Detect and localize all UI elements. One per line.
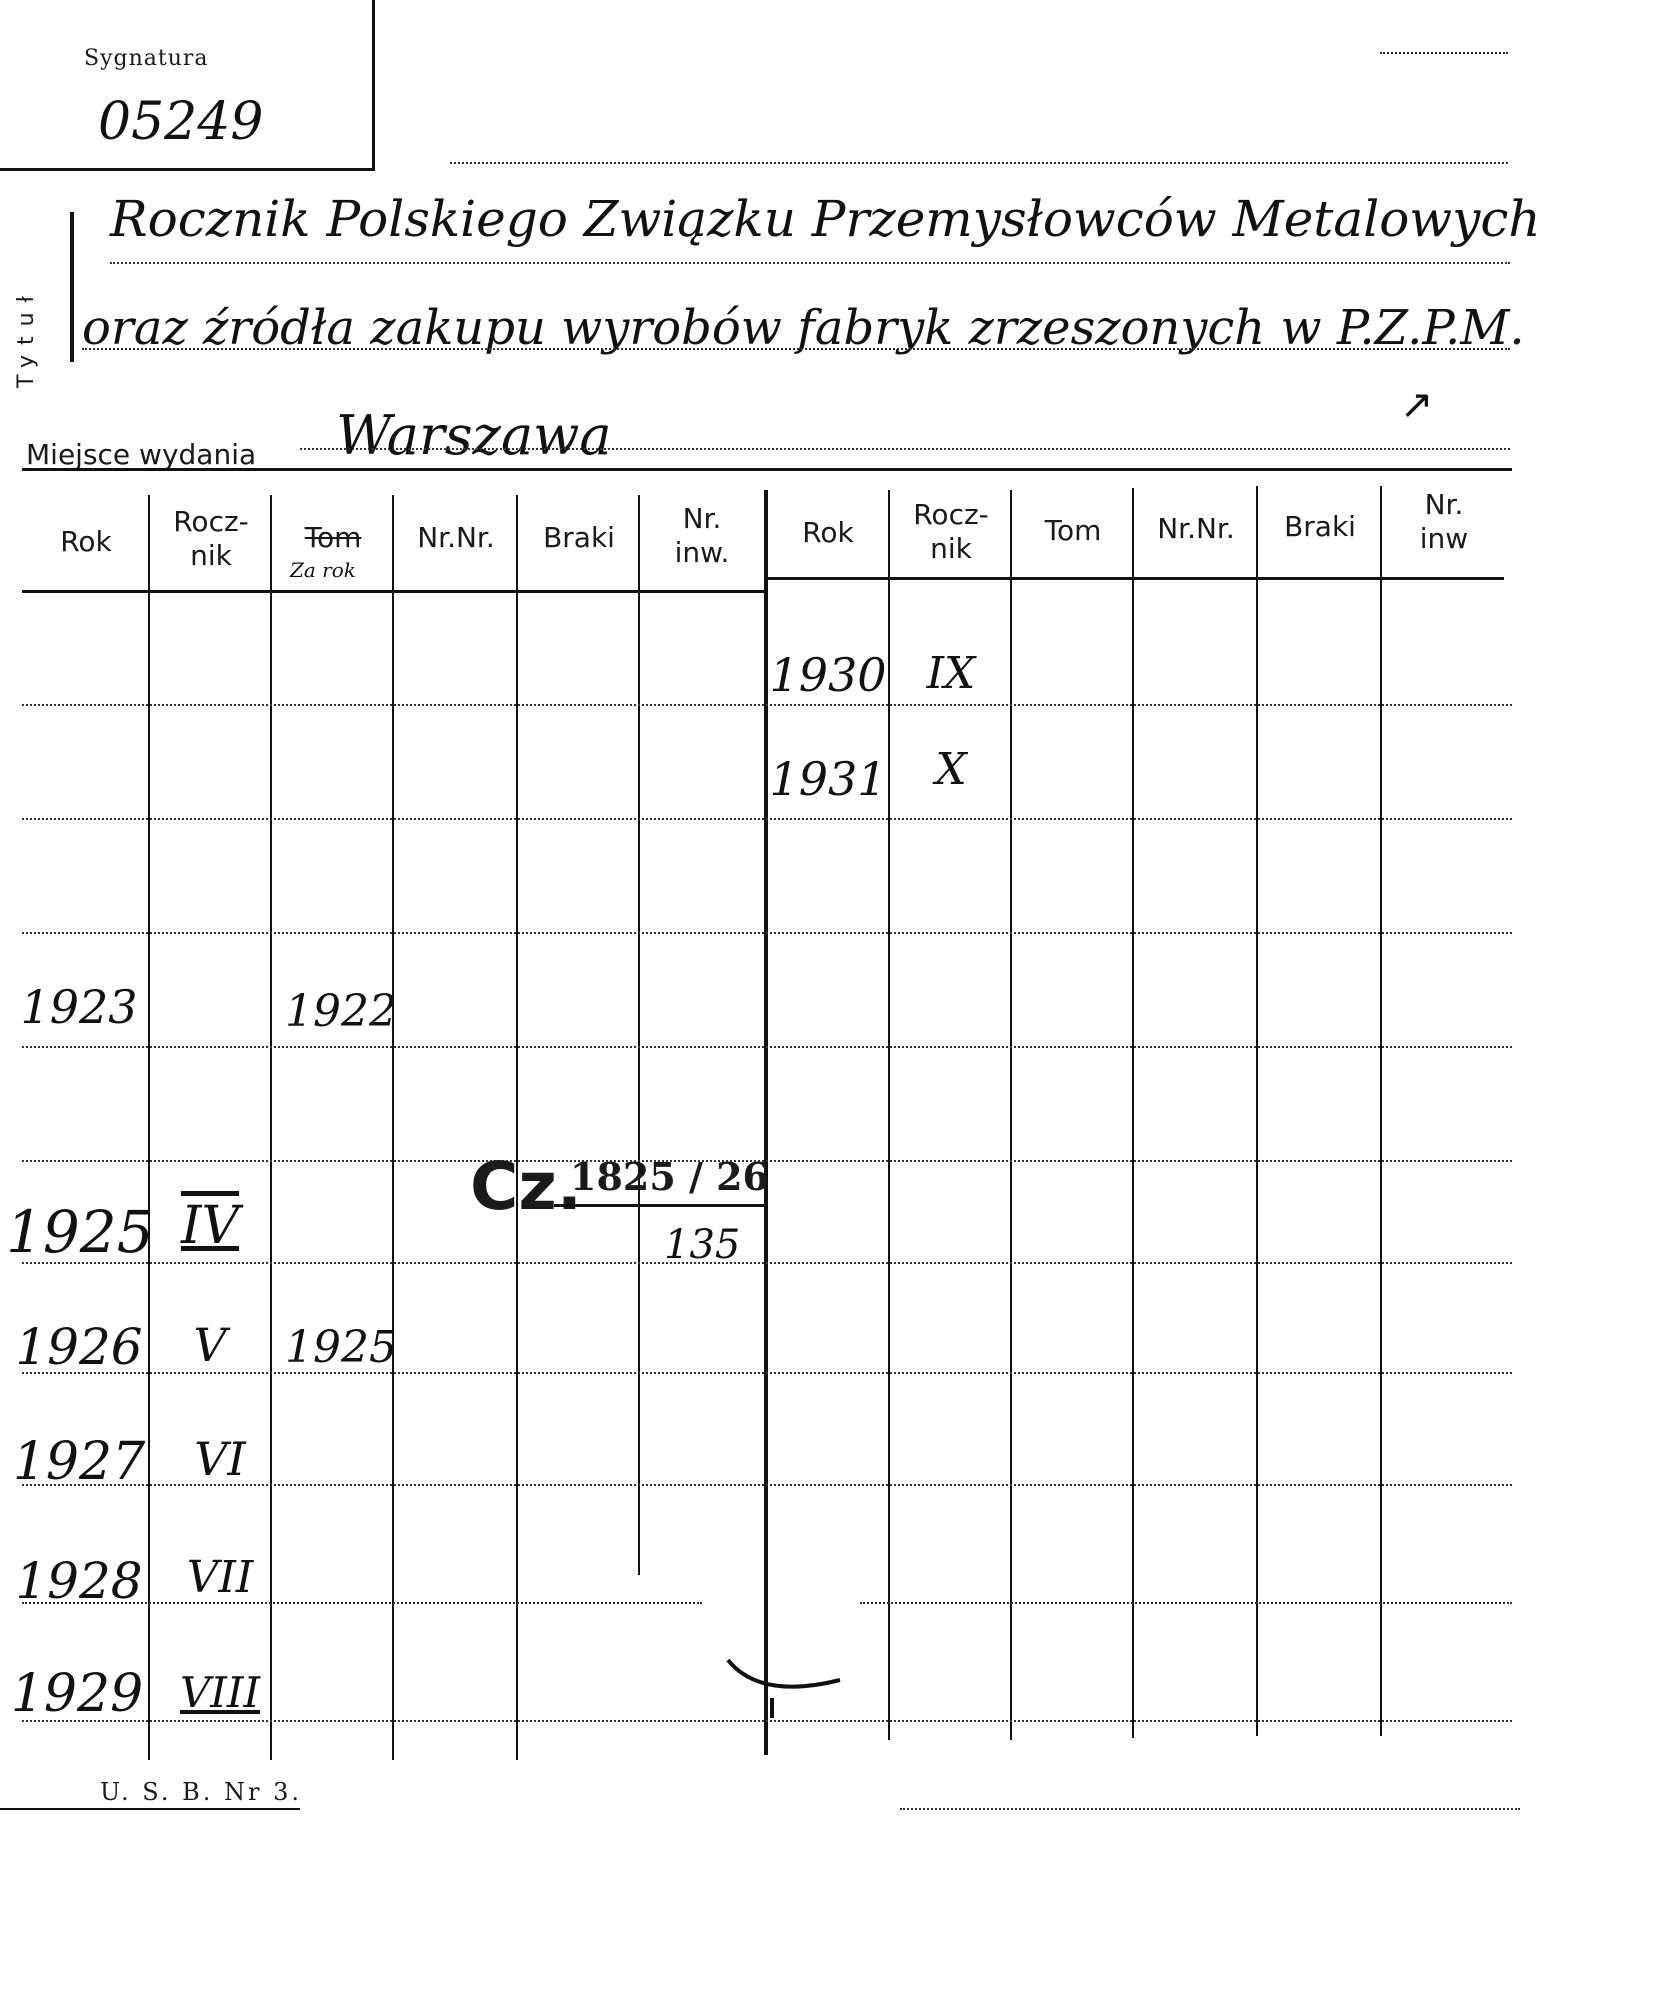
left-entry-rok: 1928: [15, 1552, 143, 1610]
header-rocznik-left: Rocz- nik: [173, 505, 249, 572]
stamp-prefix: Cz.: [470, 1148, 582, 1225]
arrow-mark-icon: ↗: [1400, 382, 1434, 428]
row-line: [860, 1602, 1512, 1604]
place-dotted-line: [300, 448, 1510, 450]
row-line: [22, 932, 1512, 934]
title-line-1: Rocznik Polskiego Związku Przemysłowców Metalowych: [110, 190, 1541, 248]
place-value: Warszawa: [336, 404, 612, 467]
left-entry-rocznik: VII: [186, 1552, 254, 1603]
column-divider: [392, 495, 394, 1760]
column-divider: [1132, 488, 1134, 1738]
stamp-numerator: 1825 / 26: [570, 1154, 769, 1199]
header-braki-left: Braki: [543, 521, 615, 554]
left-entry-tom: 1922: [285, 986, 397, 1037]
stamp-denominator: 135: [664, 1222, 741, 1268]
left-entry-rocznik: IV: [180, 1196, 240, 1256]
right-entry-rok: 1930: [769, 648, 887, 702]
left-entry-rok: 1929: [10, 1664, 144, 1724]
left-entry-rok: 1926: [15, 1318, 143, 1376]
header-tom-left: Tom: [304, 521, 362, 554]
row-line: [22, 704, 1512, 706]
header-rocznik-right: Rocz- nik: [913, 498, 989, 565]
curve-mark-icon: [720, 1640, 860, 1720]
header-nrinw-right: Nr. inw: [1419, 488, 1469, 555]
signature-label: Sygnatura: [84, 46, 209, 71]
top-dotted-line-2: [450, 162, 1508, 164]
signature-value: 05249: [98, 92, 264, 152]
left-entry-rok: 1925: [6, 1198, 154, 1266]
header-nrnr-right: Nr.Nr.: [1157, 512, 1235, 545]
left-entry-rocznik: VIII: [179, 1668, 261, 1717]
right-entry-rocznik: IX: [926, 648, 976, 699]
row-line: [22, 818, 1512, 820]
column-divider: [1256, 486, 1258, 1736]
left-entry-rocznik: V: [193, 1318, 227, 1372]
header-nrnr-left: Nr.Nr.: [417, 521, 495, 554]
header-tom-right: Tom: [1044, 514, 1102, 547]
row-line: [22, 1046, 1512, 1048]
column-divider: [148, 495, 150, 1760]
title-bracket: [70, 212, 74, 362]
place-label: Miejsce wydania: [26, 438, 257, 471]
left-entry-tom: 1925: [285, 1322, 397, 1373]
title-line-2: oraz źródła zakupu wyrobów fabryk zrzeszonych w P.Z.P.M.: [82, 300, 1525, 356]
row-line: [22, 1720, 1512, 1722]
footer-rule: [0, 1808, 300, 1810]
stamp-fraction-bar: [554, 1204, 764, 1207]
header-tom-note: Za rok: [290, 558, 356, 582]
row-line: [22, 1372, 1512, 1374]
footer-dotted-line: [900, 1808, 1520, 1810]
header-braki-right: Braki: [1284, 510, 1356, 543]
right-entry-rok: 1931: [769, 752, 887, 806]
left-entry-rocznik: VI: [194, 1432, 246, 1486]
top-dotted-line: [1380, 52, 1508, 54]
header-nrinw-left: Nr. inw.: [674, 502, 730, 569]
column-divider: [516, 495, 518, 1760]
title-label: Tytuł: [14, 286, 39, 388]
left-entry-rok: 1923: [20, 980, 138, 1034]
left-entry-rok: 1927: [12, 1432, 146, 1492]
table-top-rule: [22, 468, 1512, 471]
header-rok-right: Rok: [802, 516, 854, 549]
footer-label: U. S. B. Nr 3.: [100, 1778, 303, 1806]
header-rok-left: Rok: [60, 525, 112, 558]
header-rule-right: [764, 577, 1504, 580]
column-divider: [1380, 486, 1382, 1736]
title-dotted-line-2: [82, 348, 1510, 350]
right-entry-rocznik: X: [935, 744, 967, 795]
title-dotted-line-1: [110, 262, 1510, 264]
row-line: [22, 1262, 1512, 1264]
column-divider: [638, 495, 640, 1575]
